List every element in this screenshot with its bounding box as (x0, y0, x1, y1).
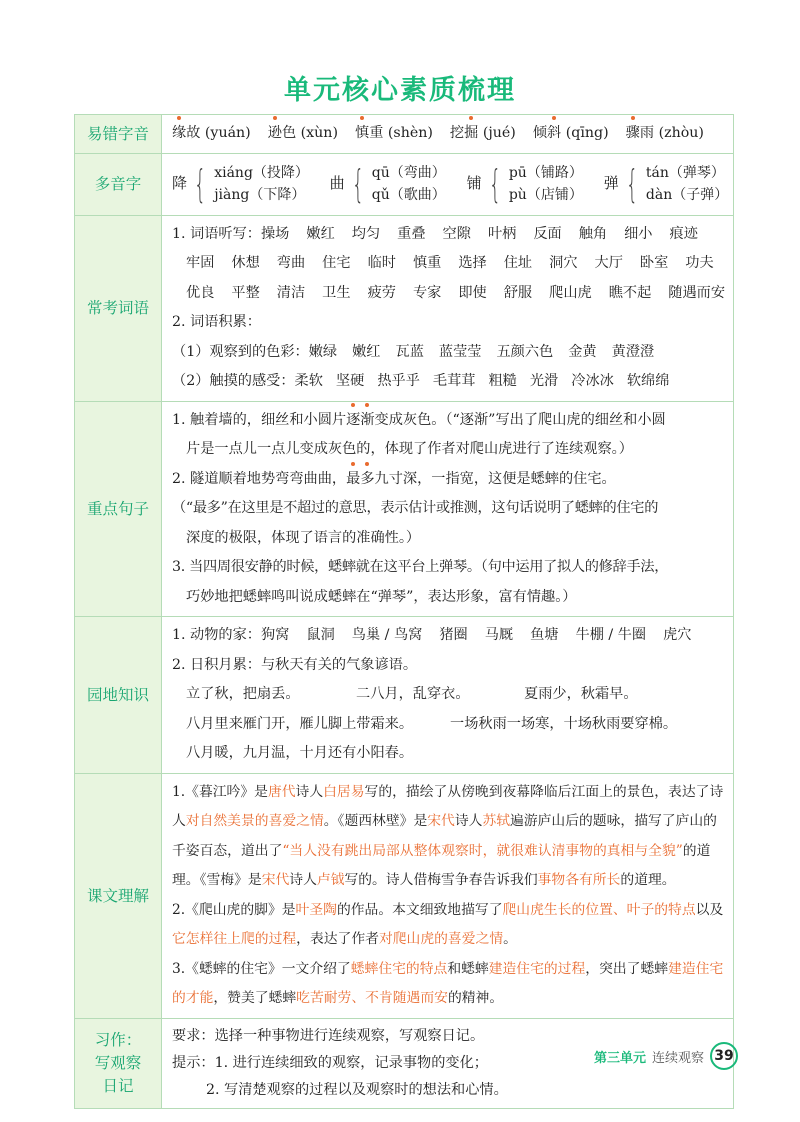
text-segment: 。《题西林壁》是 (323, 813, 428, 829)
highlighted-text: 白居易 (323, 783, 365, 800)
polyphonic-char: 弹 (603, 174, 619, 193)
pronunciation-emphasis-char: 斜 (547, 119, 561, 149)
sentence-1: 1. 触着墙的，细丝和小圆片逐渐变成灰色。（“逐渐”写出了爬山虎的细丝和小圆 (172, 406, 727, 436)
pronunciation-emphasis-char: 掘 (464, 119, 478, 149)
footer-subtitle: 连续观察 (651, 1050, 704, 1066)
row-header-garden-knowledge: 园地知识 (75, 617, 162, 774)
polyphonic-reading: pù（店铺） (508, 187, 583, 203)
pronunciation-item (533, 119, 609, 149)
brace-icon: { (488, 162, 501, 206)
animal-homes-list (261, 627, 691, 643)
vocab-word: 牢固 (186, 255, 215, 271)
vocab-word: 空隙 (442, 225, 471, 242)
vocab-word: 嫩红 (352, 343, 381, 360)
vocab-word: 反面 (533, 225, 562, 242)
pronunciation-item (355, 119, 433, 149)
vocab-word: 毛茸茸 (432, 373, 476, 389)
proverb-2: 二八月，乱穿衣。 (356, 686, 470, 702)
vocab-word: 鼠洞 (306, 627, 335, 643)
pronunciation-item (450, 119, 516, 149)
row-header-pronunciation: 易错字音 (75, 115, 162, 154)
vocab-word: 均匀 (351, 225, 381, 242)
proverb-5: 一场秋雨一场寒，十场秋雨要穿棉。 (450, 715, 678, 732)
writing-tip-2: 2. 写清楚观察的过程以及观察时的想法和心情。 (206, 1081, 508, 1098)
polyphonic-group (604, 162, 727, 206)
proverb-1: 立了秋，把扇丢。 (186, 686, 300, 702)
polyphonic-readings (646, 162, 727, 206)
text-segment: 2.《爬山虎的脚》是 (172, 901, 296, 918)
highlighted-text: 建造住宅的过程 (488, 960, 586, 977)
text-segment: ，表达了作者 (296, 931, 379, 947)
text-paragraph-3 (172, 955, 727, 1014)
row-pronunciation (75, 115, 734, 154)
vocab-word: 即使 (458, 284, 487, 301)
page-number: 39 (710, 1042, 738, 1070)
polyphonic-reading: jiàng（下降） (214, 187, 306, 203)
vocab-row-2 (172, 249, 727, 279)
sentence-2-emphasis (346, 471, 374, 487)
pronunciation-char: 倾 (532, 125, 548, 141)
polyphonic-readings (372, 162, 445, 206)
row-header-vocabulary: 常考词语 (75, 215, 162, 401)
text-segment: 。 (503, 931, 517, 947)
pronunciation-pinyin: (qīng) (561, 125, 609, 141)
pronunciation-pinyin: 色 (xùn) (281, 125, 338, 141)
row-garden-knowledge (75, 617, 734, 774)
row-header-key-sentences: 重点句子 (75, 401, 162, 617)
row-vocabulary (75, 215, 734, 401)
pronunciation-item (626, 119, 704, 149)
pronunciation-emphasis-char: 缘 (172, 119, 186, 149)
highlighted-text: 对爬山虎的喜爱之情 (378, 931, 504, 947)
vocab-word: 住宅 (322, 255, 351, 271)
highlighted-text: 蟋蟀住宅的特点 (350, 960, 448, 977)
text-paragraph-1 (172, 778, 727, 896)
polyphonic-readings (214, 162, 307, 206)
text-segment: 遍游庐山后的题咏，描写了庐山的千姿百态，道出了 (172, 813, 717, 859)
emphasis-char: 最 (346, 465, 360, 495)
vocab-word: 洞穴 (549, 255, 578, 271)
vocab-word: 优良 (186, 284, 215, 301)
vocabulary-content (162, 215, 734, 401)
key-sentences-content (162, 401, 734, 617)
vocab-word: 触角 (578, 225, 608, 242)
polyphonic-group (330, 162, 445, 206)
vocab-word: 牛棚 / 牛圈 (575, 627, 647, 643)
vocab-word: 平整 (231, 284, 260, 301)
text-segment: 3.《蟋蟀的住宅》一文介绍了 (172, 960, 351, 977)
summary-table (74, 114, 734, 1109)
pronunciation-pinyin: 重 (shèn) (369, 125, 433, 141)
text-segment: 诗人 (295, 783, 324, 800)
vocab-word: 粗糙 (488, 373, 517, 389)
text-segment: 1.《暮江吟》是 (172, 783, 268, 800)
polyphonic-group (172, 162, 308, 206)
vocab-word: 随遇而安 (668, 284, 726, 301)
pronunciation-item (172, 119, 251, 149)
sentence-2: 2. 隧道顺着地势弯弯曲曲，最多九寸深，一指宽，这便是蟋蟀的住宅。 (172, 465, 727, 495)
vocab-word: 鸟巢 / 鸟窝 (351, 627, 423, 643)
vocab-word: 休想 (231, 255, 260, 271)
text-segment: 的道理。《雪梅》是 (172, 842, 711, 888)
sentence-1-note: 片是一点儿一点儿变成灰色的，体现了作者对爬山虎进行了连续观察。） (186, 441, 633, 457)
vocab-word: 住址 (503, 255, 533, 271)
pronunciation-pinyin: 故 (yuán) (186, 125, 251, 141)
polyphonic-char: 降 (172, 174, 188, 193)
proverb-3: 夏雨少，秋霜早。 (524, 686, 638, 702)
vocab-word: 柔软 (294, 373, 323, 389)
brace-icon: { (625, 162, 638, 206)
animal-homes-line: 1. 动物的家：狗窝 鼠洞 鸟巢 / 鸟窝 猪圈 马厩 鱼塘 牛棚 / 牛圈 虎穴 (172, 621, 727, 651)
vocab-word: 蓝莹莹 (438, 343, 482, 360)
page-footer (594, 1042, 738, 1070)
sentence-3: 3. 当四周很安静的时候，蟋蟀就在这平台上弹琴。（句中运用了拟人的修辞手法， (172, 559, 669, 575)
vocab-word: 热乎乎 (377, 373, 420, 389)
polyphonic-list (172, 162, 727, 206)
highlighted-text: 卢钺 (316, 872, 345, 888)
polyphonic-content (162, 153, 734, 215)
sentence-2-note: （“最多”在这里是不超过的意思，表示估计或推测，这句话说明了蟋蟀的住宅的 (172, 500, 659, 516)
polyphonic-group (467, 162, 582, 206)
vocab-row-3 (172, 279, 727, 309)
vocab-dictation-label: 1. 词语听写： (172, 225, 261, 242)
pronunciation-list (172, 119, 727, 149)
vocab-word: 慎重 (412, 255, 442, 271)
footer-unit: 第三单元 (593, 1050, 646, 1066)
vocab-word: 黄澄澄 (611, 343, 655, 360)
pronunciation-pinyin: 雨 (zhòu) (639, 125, 704, 141)
polyphonic-reading: pū（铺路） (508, 165, 583, 181)
vocab-line-1 (172, 220, 727, 250)
vocab-word: 猪圈 (439, 627, 468, 643)
vocab-word: 功夫 (685, 255, 714, 271)
highlighted-text: 宋代 (427, 813, 455, 829)
vocab-word: 选择 (458, 255, 487, 271)
vocab-word: 狗窝 (260, 627, 290, 643)
proverbs-row-1 (172, 680, 727, 710)
polyphonic-reading: qū（弯曲） (371, 165, 446, 181)
vocab-accumulation-label: 2. 词语积累： (172, 314, 261, 330)
garden-knowledge-content (162, 617, 734, 774)
vocab-word: 瞧不起 (608, 284, 652, 301)
vocab-row-1 (261, 226, 698, 242)
vocab-word: 卧室 (639, 255, 669, 271)
polyphonic-reading: qǔ（歌曲） (371, 187, 446, 203)
vocab-word: 弯曲 (276, 255, 306, 271)
highlighted-text: 苏轼 (482, 813, 511, 829)
vocab-word: 舒服 (503, 284, 533, 301)
highlighted-text: “当人没有跳出局部从整体观察时，就很难认清事物的真相与全貌” (282, 842, 683, 859)
highlighted-text: 爬山虎生长的位置、叶子的特点 (502, 901, 696, 918)
vocab-colors-label: （1）观察到的色彩： (172, 343, 309, 360)
polyphonic-readings (509, 162, 582, 206)
text-paragraph-2 (172, 896, 727, 955)
pronunciation-pinyin: (jué) (478, 125, 516, 141)
polyphonic-char: 铺 (466, 174, 482, 193)
vocab-word: 疲劳 (367, 284, 396, 301)
text-segment: ，突出了蟋蟀 (585, 960, 669, 977)
text-segment: 诗人 (289, 872, 317, 888)
row-polyphonic (75, 153, 734, 215)
highlighted-text: 叶圣陶 (295, 901, 337, 918)
vocab-word: 临时 (367, 255, 396, 271)
vocab-word: 马厩 (484, 627, 514, 643)
row-header-text-understanding: 课文理解 (75, 773, 162, 1018)
vocab-word: 坚硬 (335, 373, 365, 389)
pronunciation-content (162, 115, 734, 154)
sentence-3-note: 巧妙地把蟋蟀鸣叫说成蟋蟀在“弹琴”，表达形象，富有情趣。） (186, 588, 577, 605)
polyphonic-reading: tán（弹琴） (645, 165, 725, 181)
emphasis-char: 多 (360, 465, 374, 495)
brace-icon: { (351, 162, 364, 206)
vocab-word: 重叠 (397, 225, 426, 242)
vocab-word: 冷冰冰 (571, 373, 614, 389)
highlighted-text: 宋代 (261, 872, 290, 888)
sentence-1-emphasis (346, 412, 374, 428)
row-header-writing: 习作： 写观察 日记 (75, 1018, 162, 1108)
polyphonic-char: 曲 (329, 174, 345, 193)
polyphonic-reading: dàn（子弹） (645, 187, 729, 203)
highlighted-text: 它怎样往上爬的过程 (172, 931, 297, 947)
brace-icon: { (194, 162, 207, 206)
vocab-word: 爬山虎 (549, 284, 592, 301)
writing-requirement: 要求：选择一种事物进行连续观察，写观察日记。 (172, 1027, 485, 1044)
page-title: 单元核心素质梳理 (284, 75, 516, 106)
vocab-word: 专家 (412, 284, 442, 301)
proverbs-row-2 (172, 710, 727, 740)
vocab-touch-label: （2）触摸的感受： (172, 373, 295, 389)
vocab-word: 软绵绵 (626, 373, 670, 389)
vocab-word: 嫩红 (306, 225, 335, 242)
vocab-word: 瓦蓝 (395, 343, 424, 360)
pronunciation-char: 挖 (449, 125, 465, 141)
vocab-touch-list (295, 373, 670, 389)
vocab-word: 嫩绿 (308, 343, 338, 360)
vocab-word: 卫生 (322, 284, 351, 301)
vocab-word: 大厅 (594, 255, 623, 271)
highlighted-text: 建造住宅的才能 (172, 960, 724, 1006)
text-segment: 的精神。 (447, 990, 504, 1006)
writing-tip-1: 提示：1. 进行连续细致的观察，记录事物的变化； (172, 1054, 488, 1071)
vocab-colors-line (172, 338, 727, 368)
vocab-word: 叶柄 (487, 225, 517, 242)
text-understanding-content (162, 773, 734, 1018)
sentence-2-note-cont: 深度的极限，体现了语言的准确性。） (186, 529, 421, 546)
emphasis-char: 逐 (346, 406, 360, 436)
vocab-word: 细小 (624, 225, 653, 242)
vocab-word: 虎穴 (663, 627, 692, 643)
row-key-sentences (75, 401, 734, 617)
proverb-4: 八月里来雁门开，雁儿脚上带霜来。 (186, 715, 414, 732)
proverb-6: 八月暖，九月温，十月还有小阳春。 (186, 745, 414, 761)
highlighted-text: 对自然美景的喜爱之情 (185, 813, 324, 829)
text-segment: 以及 (695, 901, 724, 918)
row-text-understanding (75, 773, 734, 1018)
text-segment: 写的，描绘了从傍晚到夜幕降临后江面上的景色，表达了诗人 (172, 783, 724, 829)
text-segment: 的作品。本文细致地描写了 (336, 901, 503, 918)
vocab-word: 鱼塘 (530, 627, 559, 643)
row-header-polyphonic: 多音字 (75, 153, 162, 215)
vocab-word: 光滑 (529, 373, 559, 389)
vocab-touch-line (172, 367, 727, 397)
pronunciation-emphasis-char: 骤 (626, 119, 640, 149)
vocab-word: 金黄 (568, 343, 597, 360)
text-segment: 和蟋蟀 (447, 960, 489, 977)
text-segment: 写的。诗人借梅雪争春告诉我们 (344, 872, 538, 888)
polyphonic-reading: xiáng（投降） (214, 165, 309, 181)
proverbs-label: 2. 日积月累：与秋天有关的气象谚语。 (172, 656, 418, 673)
vocab-word: 痕迹 (669, 225, 698, 242)
text-segment: 的道理。 (620, 872, 676, 888)
pronunciation-emphasis-char: 逊 (268, 119, 282, 149)
vocab-word: 操场 (260, 225, 290, 242)
text-segment: 诗人 (454, 813, 483, 829)
vocab-word: 清洁 (276, 284, 306, 301)
vocab-colors-list (309, 344, 654, 360)
highlighted-text: 唐代 (267, 783, 296, 800)
highlighted-text: 事物各有所长 (537, 872, 621, 888)
highlighted-text: 吃苦耐劳、不肯随遇而安 (296, 990, 448, 1006)
emphasis-char: 渐 (360, 406, 374, 436)
vocab-word: 五颜六色 (496, 343, 554, 360)
text-segment: ，赞美了蟋蟀 (213, 990, 297, 1006)
pronunciation-emphasis-char: 慎 (355, 119, 369, 149)
pronunciation-item (268, 119, 338, 149)
